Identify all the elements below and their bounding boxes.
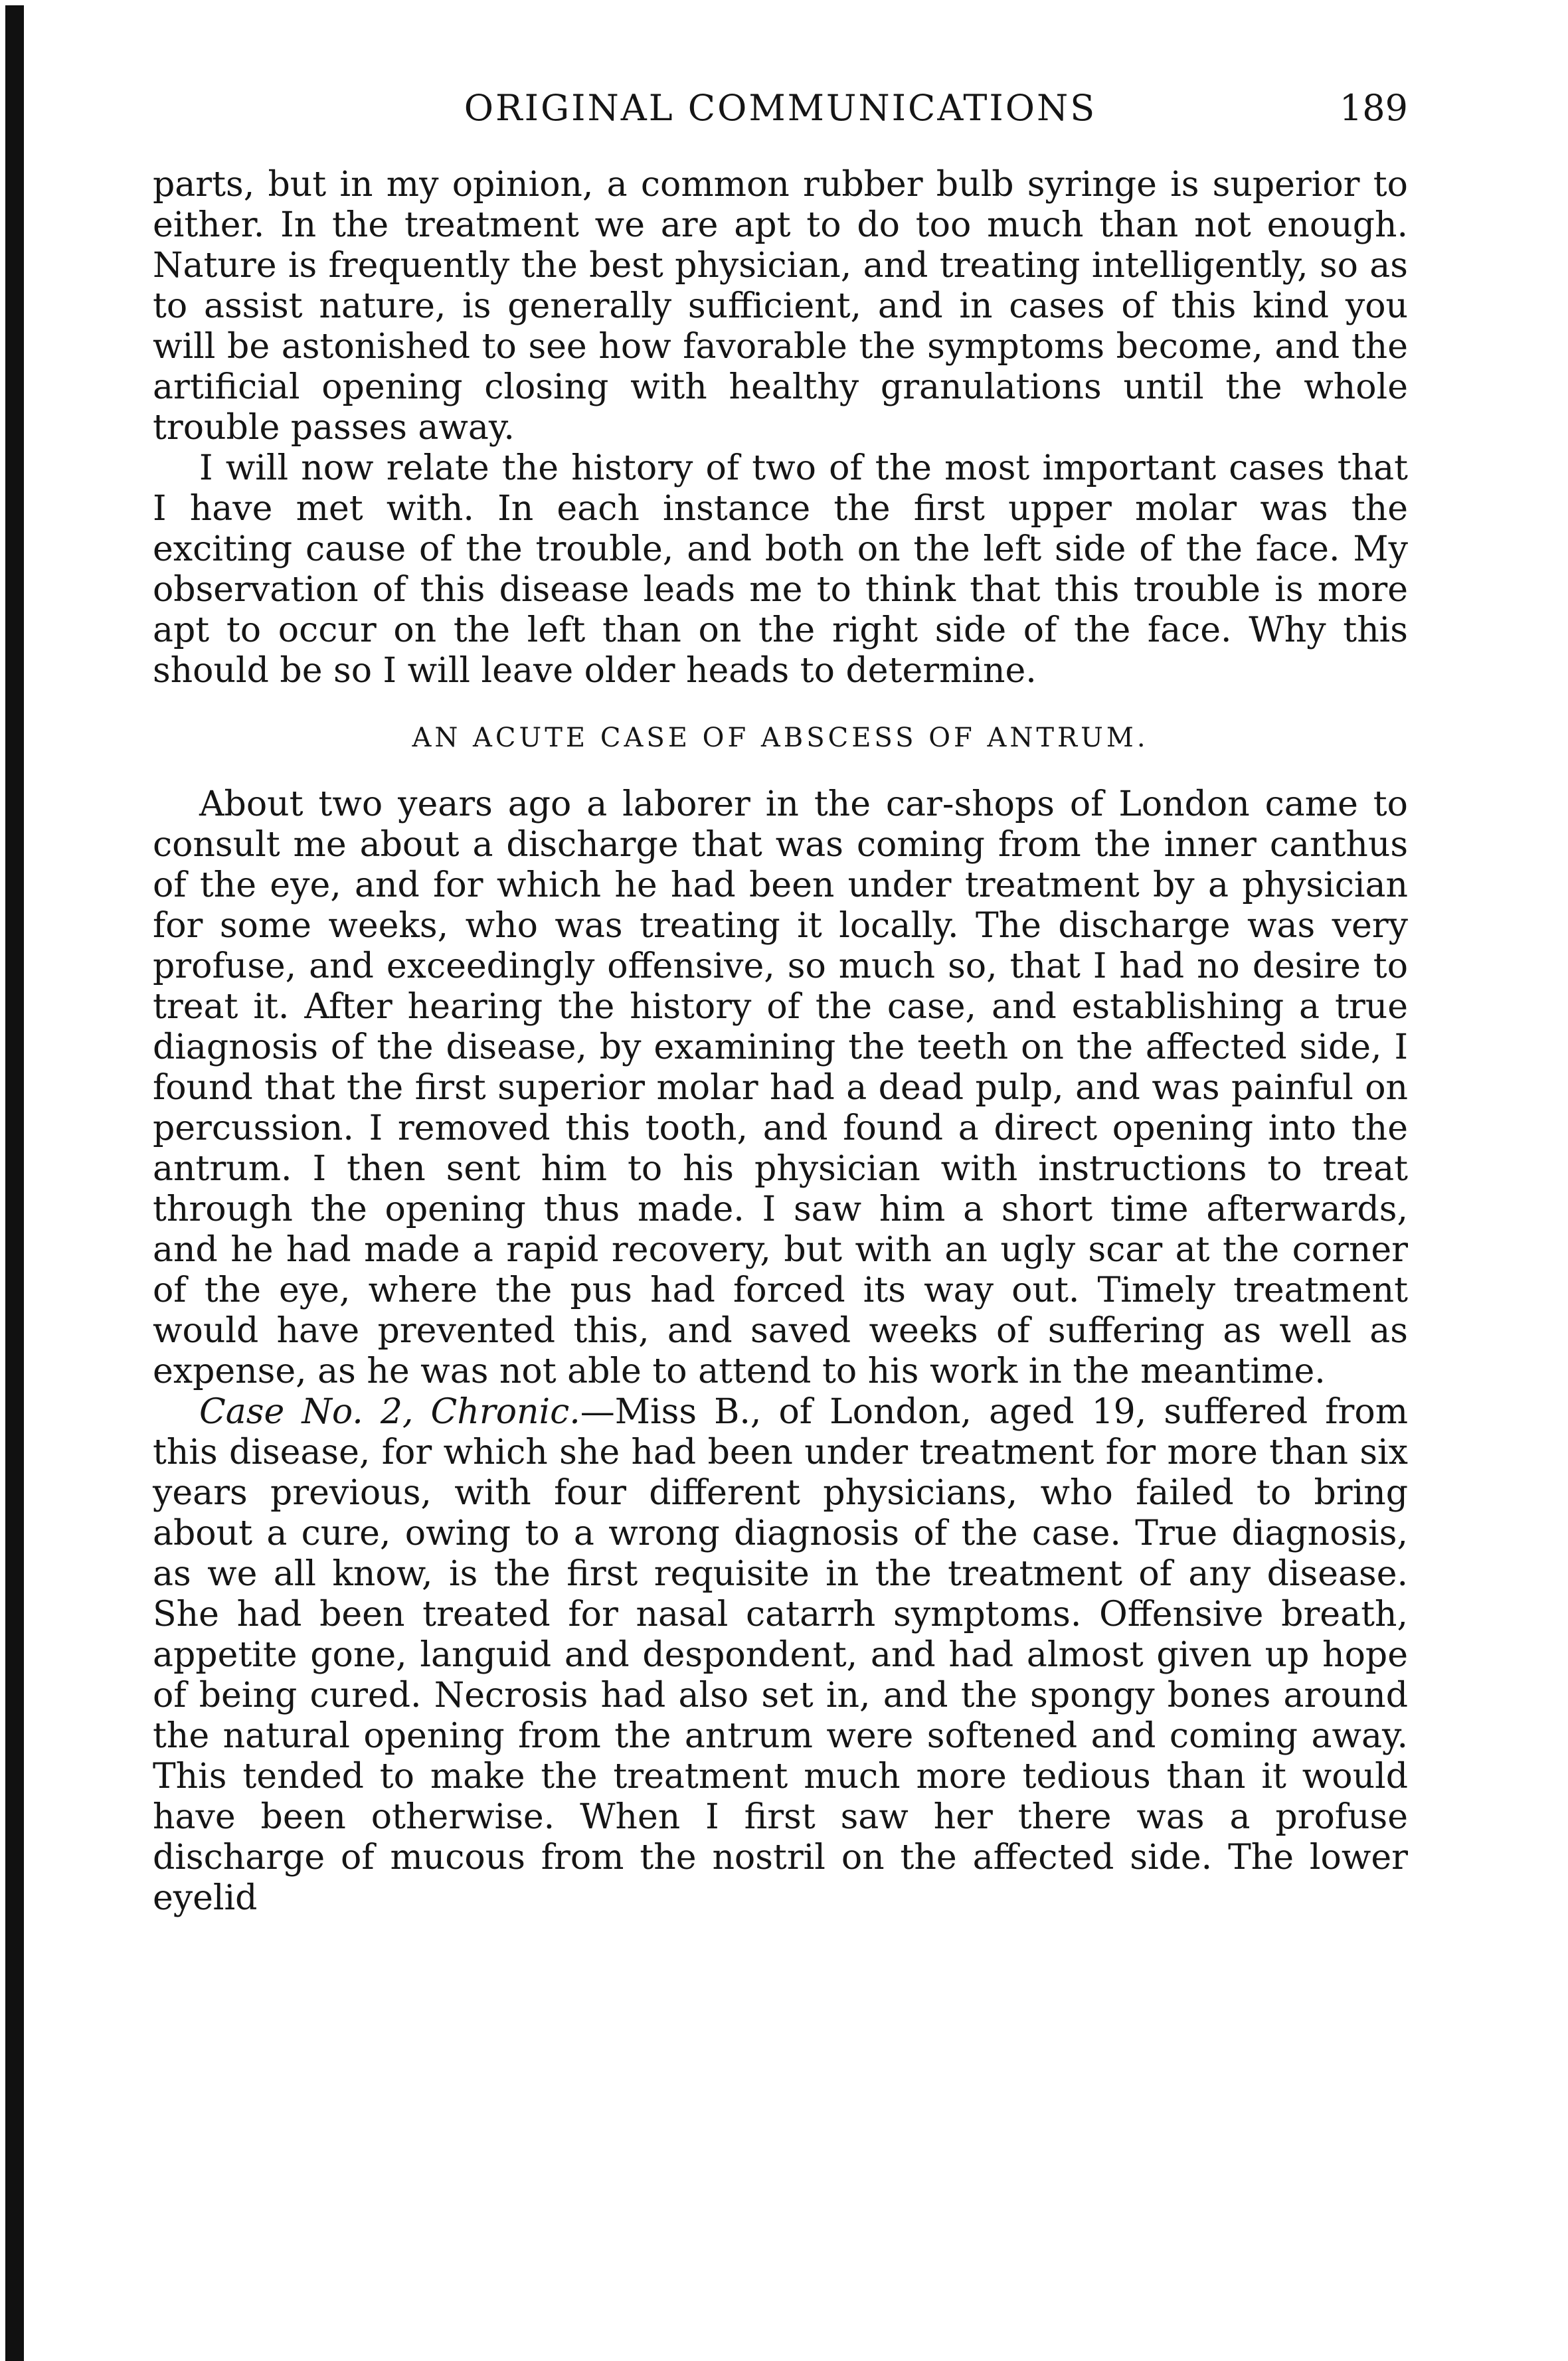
- paragraph-acute-case: About two years ago a laborer in the car-shops of London came to consult me about a discharge that was coming from the inner canthus of the eye, and for which he had been under treatment by a physician for some weeks, who was treating it locally. The discharge was very profuse, and exceedingly offensive, so much so, that I had no desire to treat it. After hearing the history of the case, and establishing a true diagnosis of the disease, by examining the teeth on the affected side, I found that the first superior molar had a dead pulp, and was painful on percussion. I removed this tooth, and found a direct opening into the antrum. I then sent him to his physician with instructions to treat through the opening thus made. I saw him a short time afterwards, and he had made a rapid recovery, but with an ugly scar at the corner of the eye, where the pus had forced its way out. Timely treatment would have prevented this, and saved weeks of suffering as well as expense, as he was not able to attend to his work in the meantime.: [153, 784, 1408, 1391]
- paragraph-chronic-case: [153, 1392, 1408, 1919]
- page-number: 189: [1339, 87, 1408, 129]
- running-title: ORIGINAL COMMUNICATIONS: [464, 87, 1097, 129]
- running-header: [153, 78, 1408, 138]
- paragraph-cases-intro: I will now relate the history of two of the most important cases that I have met with. In each instance the first upper molar was the exciting cause of the trouble, and both on the left side of the face. My observation of this disease leads me to think that this trouble is more apt to occur on the left than on the right side of the face. Why this should be so I will leave older heads to determine.: [153, 448, 1408, 691]
- case-label: Case No. 2, Chronic.: [199, 1392, 580, 1432]
- section-heading: AN ACUTE CASE OF ABSCESS OF ANTRUM.: [412, 723, 1149, 753]
- book-page: [153, 78, 1408, 1919]
- paragraph-continuation: parts, but in my opinion, a common rubber bulb syringe is superior to either. In the treatment we are apt to do too much than not enough. Nature is frequently the best physician, and treating intelligently, so as to assist nature, is generally sufficient, and in cases of this kind you will be astonished to see how favorable the symptoms become, and the artificial opening closing with healthy granulations until the whole trouble passes away.: [153, 165, 1408, 448]
- page-edge-rule: [5, 5, 24, 2361]
- case-body: —Miss B., of London, aged 19, suffered from this disease, for which she had been under treatment for more than six years previous, with four different physicians, who failed to bring about a cure, owing to a wrong diagnosis of the case. True diagnosis, as we all know, is the first requisite in the treatment of any disease. She had been treated for nasal catarrh symptoms. Offensive breath, appetite gone, languid and despondent, and had almost given up hope of being cured. Necrosis had also set in, and the spongy bones around the natural opening from the antrum were softened and coming away. This tended to make the treatment much more tedious than it would have been otherwise. When I first saw her there was a profuse discharge of mucous from the nostril on the affected side. The lower eyelid: [153, 1392, 1409, 1918]
